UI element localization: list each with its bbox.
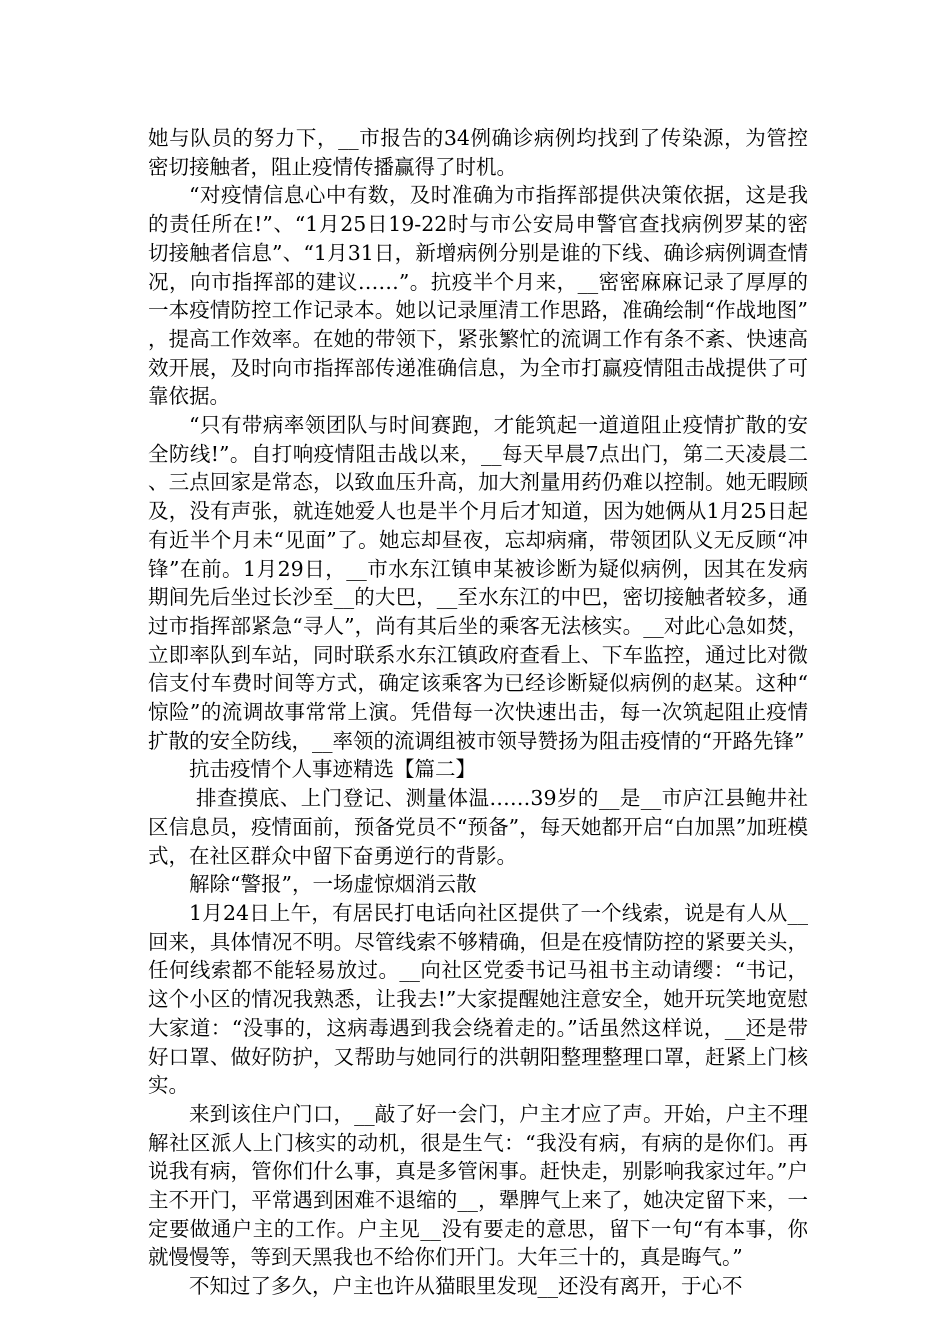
paragraph-7: 1月24日上午，有居民打电话向社区提供了一个线索，说是有人从__回来，具体情况不明。尽管线索不够精确，但是在疫情防控的紧要关头，任何线索都不能轻易放过。__向社区党委书记马祖书主动请缨：“书记，这个小区的情况我熟悉，让我去!”大家提醒她注意安全，她开玩笑地宽慰大家道：“没事的，这病毒遇到我会绕着走的。”话虽然这样说，__还是带好口罩、做好防护，又帮助与她同行的洪朝阳整理整理口罩，赶紧上门核实。 — [148, 900, 808, 1098]
paragraph-9: 不知过了多久，户主也许从猫眼里发现__还没有离开，于心不 — [189, 1274, 743, 1299]
paragraph-3: “只有带病率领团队与时间赛跑，才能筑起一道道阻止疫情扩散的安全防线!”。自打响疫情阻击战以来，__每天早晨7点出门，第二天凌晨二、三点回家是常态，以致血压升高，加大剂量用药仍难以控制。她无暇顾及，没有声张，就连她爱人也是半个月后才知道，因为她俩从1月25日起有近半个月未“见面”了。她忘却昼夜，忘却病痛，带领团队义无反顾“冲锋”在前。1月29日，__市水东江镇申某被诊断为疑似病例，因其在发病期间先后坐过长沙至__的大巴，__至水东江的中巴，密切接触者较多，通过市指挥部紧急“寻人”，尚有其后坐的乘客无法核实。__对此心急如焚，立即率队到车站，同时联系水东江镇政府查看上、下车监控，通过比对微信支付车费时间等方式，确定该乘客为已经诊断疑似病例的赵某。这种“惊险”的流调故事常常上演。凭借每一次快速出击，每一次筑起阻止疫情扩散的安全防线，__率领的流调组被市领导赞扬为阻击疫情的“开路先锋” — [148, 413, 808, 753]
document-page — [148, 124, 808, 1301]
paragraph-5: 排查摸底、上门登记、测量体温……39岁的__是__市庐江县鲍井社区信息员，疫情面前，预备党员不“预备”，每天她都开启“白加黑”加班模式，在社区群众中留下奋勇逆行的背影。 — [148, 786, 808, 868]
paragraph-8: 来到该住户门口，__敲了好一会门，户主才应了声。开始，户主不理解社区派人上门核实的动机，很是生气：“我没有病，有病的是你们。再说我有病，管你们什么事，真是多管闲事。赶快走，别影响我家过年。”户主不开门，平常遇到困难不退缩的__，犟脾气上来了，她决定留下来，一定要做通户主的工作。户主见__没有要走的意思，留下一句“有本事，你就慢慢等，等到天黑我也不给你们开门。大年三十的，真是晦气。” — [148, 1101, 808, 1270]
section-heading-part-two: 抗击疫情个人事迹精选【篇二】 — [189, 757, 476, 782]
paragraph-2: “对疫情信息心中有数，及时准确为市指挥部提供决策依据，这是我的责任所在!”、“1月25日19-22时与市公安局申警官查找病例罗某的密切接触者信息”、“1月31日，新增病例分别是谁的下线、确诊病例调查情况，向市指挥部的建议……”。抗疫半个月来，__密密麻麻记录了厚厚的一本疫情防控工作记录本。她以记录厘清工作思路，准确绘制“作战地图”，提高工作效率。在她的带领下，紧张繁忙的流调工作有条不紊、快速高效开展，及时向市指挥部传递准确信息，为全市打赢疫情阻击战提供了可靠依据。 — [148, 183, 808, 409]
subheading-alert-lifted: 解除“警报”，一场虚惊烟消云散 — [189, 872, 477, 897]
paragraph-1: 她与队员的努力下，__市报告的34例确诊病例均找到了传染源，为管控密切接触者，阻止疫情传播赢得了时机。 — [148, 126, 808, 179]
